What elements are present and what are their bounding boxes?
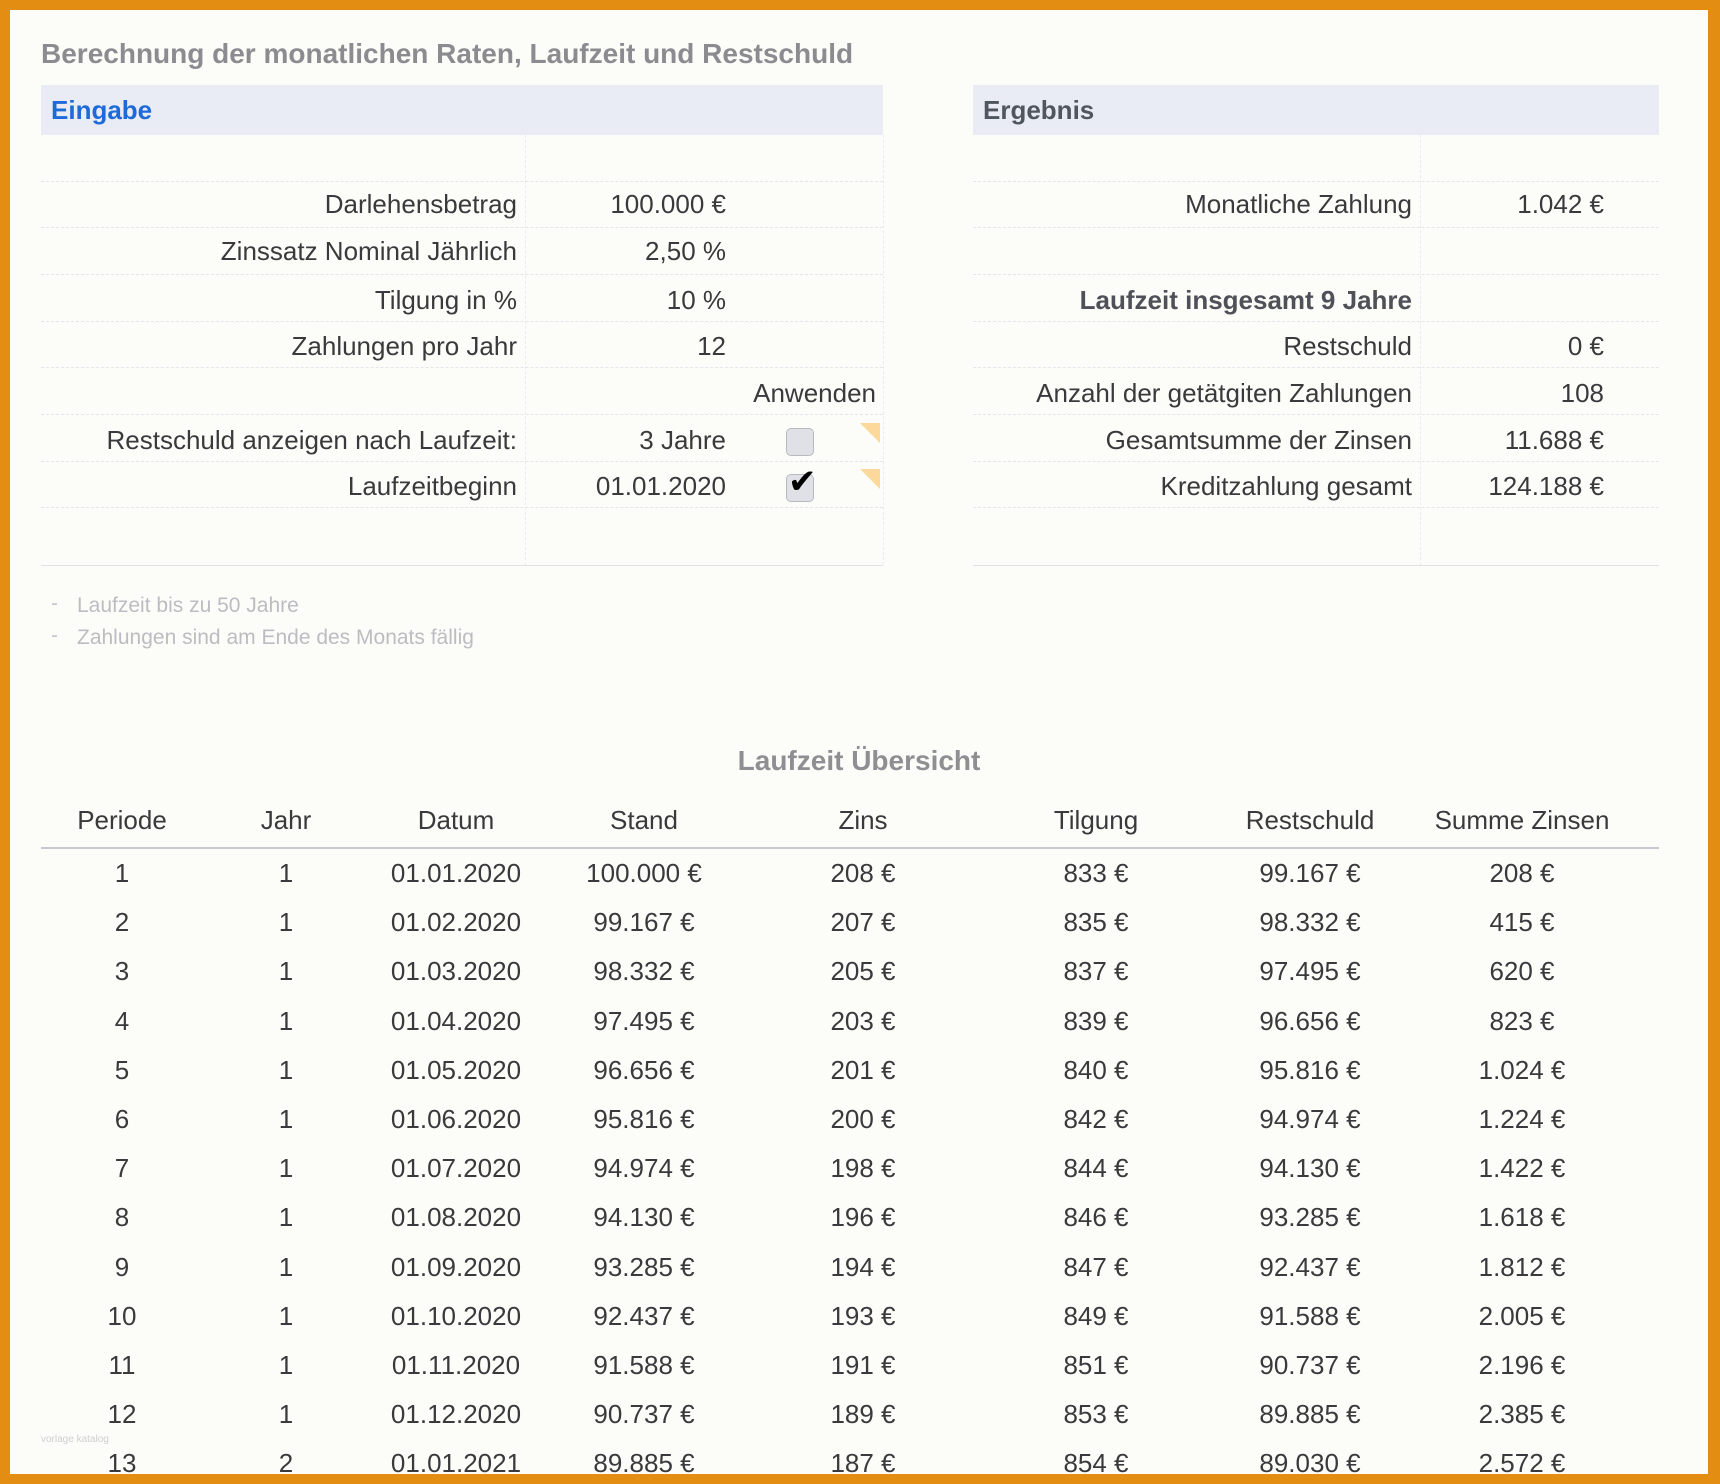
cell-datum: 01.08.2020 [390, 1202, 522, 1232]
cell-summe-zinsen: 823 € [1489, 1006, 1555, 1036]
cell-jahr: 1 [278, 956, 294, 986]
cell-summe-zinsen: 1.812 € [1478, 1252, 1566, 1282]
cell-tilgung: 833 € [1063, 858, 1129, 888]
grid-line [973, 274, 1659, 275]
cell-restschuld: 99.167 € [1259, 858, 1361, 888]
zahlungen-value[interactable]: 12 [697, 331, 726, 361]
cell-tilgung: 835 € [1063, 907, 1129, 937]
cell-restschuld: 90.737 € [1259, 1350, 1361, 1380]
cell-periode: 4 [114, 1006, 130, 1036]
cell-stand: 100.000 € [586, 858, 702, 888]
cell-zins: 208 € [830, 858, 896, 888]
monatliche-zahlung-value: 1.042 € [1517, 189, 1604, 219]
gesamt-zinsen-label: Gesamtsumme der Zinsen [1105, 425, 1412, 455]
cell-zins: 200 € [830, 1104, 896, 1134]
kreditzahlung-label: Kreditzahlung gesamt [1160, 471, 1412, 501]
cell-jahr: 1 [278, 1399, 294, 1429]
restschuld-laufzeit-value[interactable]: 3 Jahre [639, 425, 726, 455]
kreditzahlung-value: 124.188 € [1488, 471, 1604, 501]
ergebnis-header: Ergebnis [973, 85, 1659, 135]
tilgung-value[interactable]: 10 % [666, 285, 726, 315]
cell-periode: 5 [114, 1055, 130, 1085]
cell-stand: 99.167 € [593, 907, 695, 937]
laufzeitbeginn-apply-checkbox[interactable] [786, 462, 817, 502]
cell-jahr: 1 [278, 1055, 294, 1085]
cell-summe-zinsen: 1.618 € [1478, 1202, 1566, 1232]
cell-jahr: 1 [278, 907, 294, 937]
overview-title: Laufzeit Übersicht [737, 745, 981, 776]
cell-jahr: 1 [278, 1301, 294, 1331]
cell-restschuld: 97.495 € [1259, 956, 1361, 986]
cell-jahr: 1 [278, 1104, 294, 1134]
grid-line [973, 507, 1659, 508]
anzahl-zahlungen-label: Anzahl der getätgiten Zahlungen [1036, 378, 1412, 408]
grid-line [1420, 135, 1421, 565]
column-header-jahr: Jahr [260, 805, 312, 835]
column-header-datum: Datum [417, 805, 495, 835]
cell-periode: 10 [107, 1301, 137, 1331]
cell-tilgung: 853 € [1063, 1399, 1129, 1429]
laufzeitbeginn-label: Laufzeitbeginn [347, 471, 517, 501]
cell-jahr: 1 [278, 1202, 294, 1232]
cell-jahr: 1 [278, 1153, 294, 1183]
grid-line [973, 461, 1659, 462]
cell-periode: 13 [107, 1448, 137, 1474]
darlehen-label: Darlehensbetrag [324, 189, 517, 219]
cell-summe-zinsen: 620 € [1489, 956, 1555, 986]
cell-tilgung: 844 € [1063, 1153, 1129, 1183]
cell-jahr: 1 [278, 1350, 294, 1380]
gesamt-zinsen-value: 11.688 € [1504, 425, 1604, 455]
page-title: Berechnung der monatlichen Raten, Laufzeit und Restschuld [41, 38, 854, 69]
panel-bottom-line [973, 565, 1659, 566]
cell-datum: 01.09.2020 [390, 1252, 522, 1282]
cell-datum: 01.04.2020 [390, 1006, 522, 1036]
monatliche-zahlung-label: Monatliche Zahlung [1185, 189, 1412, 219]
cell-tilgung: 842 € [1063, 1104, 1129, 1134]
cell-zins: 193 € [830, 1301, 896, 1331]
zahlungen-label: Zahlungen pro Jahr [291, 331, 517, 361]
grid-line [973, 414, 1659, 415]
grid-line [41, 321, 883, 322]
cell-stand: 93.285 € [593, 1252, 695, 1282]
restschuld-value: 0 € [1567, 331, 1604, 361]
column-header-summe-zinsen: Summe Zinsen [1434, 805, 1610, 835]
cell-summe-zinsen: 208 € [1489, 858, 1555, 888]
grid-line [41, 414, 883, 415]
eingabe-header: Eingabe [41, 85, 883, 135]
note-bullet: - [51, 592, 58, 615]
cell-periode: 3 [114, 956, 130, 986]
cell-restschuld: 91.588 € [1259, 1301, 1361, 1331]
cell-tilgung: 851 € [1063, 1350, 1129, 1380]
cell-stand: 94.974 € [593, 1153, 695, 1183]
cell-periode: 6 [114, 1104, 130, 1134]
cell-jahr: 2 [278, 1448, 294, 1474]
cell-stand: 97.495 € [593, 1006, 695, 1036]
cell-datum: 01.07.2020 [390, 1153, 522, 1183]
cell-summe-zinsen: 2.005 € [1478, 1301, 1566, 1331]
cell-restschuld: 98.332 € [1259, 907, 1361, 937]
grid-line [41, 507, 883, 508]
column-header-tilgung: Tilgung [1053, 805, 1139, 835]
cell-datum: 01.02.2020 [390, 907, 522, 937]
cell-summe-zinsen: 1.024 € [1478, 1055, 1566, 1085]
grid-line [41, 181, 883, 182]
cell-summe-zinsen: 2.196 € [1478, 1350, 1566, 1380]
cell-periode: 1 [114, 858, 130, 888]
cell-restschuld: 94.974 € [1259, 1104, 1361, 1134]
cell-datum: 01.03.2020 [390, 956, 522, 986]
table-header-rule [41, 847, 1659, 849]
cell-tilgung: 846 € [1063, 1202, 1129, 1232]
restschuld-anzeigen-label: Restschuld anzeigen nach Laufzeit: [106, 425, 517, 455]
cell-periode: 2 [114, 907, 130, 937]
cell-zins: 205 € [830, 956, 896, 986]
cell-summe-zinsen: 2.572 € [1478, 1448, 1566, 1474]
cell-stand: 94.130 € [593, 1202, 695, 1232]
cell-summe-zinsen: 415 € [1489, 907, 1555, 937]
cell-stand: 96.656 € [593, 1055, 695, 1085]
cell-stand: 98.332 € [593, 956, 695, 986]
grid-line [41, 274, 883, 275]
cell-zins: 207 € [830, 907, 896, 937]
restschuld-label: Restschuld [1283, 331, 1412, 361]
cell-stand: 90.737 € [593, 1399, 695, 1429]
cell-zins: 194 € [830, 1252, 896, 1282]
cell-summe-zinsen: 1.224 € [1478, 1104, 1566, 1134]
column-header-stand: Stand [610, 805, 678, 835]
cell-summe-zinsen: 2.385 € [1478, 1399, 1566, 1429]
cell-restschuld: 92.437 € [1259, 1252, 1361, 1282]
cell-tilgung: 847 € [1063, 1252, 1129, 1282]
cell-datum: 01.06.2020 [390, 1104, 522, 1134]
cell-jahr: 1 [278, 1252, 294, 1282]
cell-datum: 01.01.2020 [390, 858, 522, 888]
watermark: vorlage katalog [41, 1434, 109, 1445]
cell-datum: 01.12.2020 [390, 1399, 522, 1429]
column-header-zins: Zins [838, 805, 888, 835]
cell-periode: 9 [114, 1252, 130, 1282]
grid-line [973, 227, 1659, 228]
laufzeit-gesamt-text: Laufzeit insgesamt 9 Jahre [1079, 285, 1412, 315]
grid-line [973, 321, 1659, 322]
cell-stand: 92.437 € [593, 1301, 695, 1331]
cell-periode: 8 [114, 1202, 130, 1232]
cell-datum: 01.10.2020 [390, 1301, 522, 1331]
grid-line [973, 181, 1659, 182]
cell-stand: 95.816 € [593, 1104, 695, 1134]
cell-summe-zinsen: 1.422 € [1478, 1153, 1566, 1183]
tilgung-label: Tilgung in % [374, 285, 517, 315]
zins-value[interactable]: 2,50 % [645, 236, 726, 266]
cell-periode: 11 [108, 1350, 136, 1380]
cell-tilgung: 849 € [1063, 1301, 1129, 1331]
darlehen-value[interactable]: 100.000 € [610, 189, 726, 219]
cell-zins: 196 € [830, 1202, 896, 1232]
cell-zins: 201 € [830, 1055, 896, 1085]
cell-datum: 01.01.2021 [390, 1448, 522, 1474]
comment-marker [860, 469, 880, 489]
cell-stand: 89.885 € [593, 1448, 695, 1474]
anzahl-zahlungen-value: 108 [1560, 378, 1604, 408]
cell-zins: 203 € [830, 1006, 896, 1036]
cell-restschuld: 96.656 € [1259, 1006, 1361, 1036]
spreadsheet-canvas [10, 10, 1708, 1474]
grid-line [41, 227, 883, 228]
zins-label: Zinssatz Nominal Jährlich [220, 236, 517, 266]
note-item: Laufzeit bis zu 50 Jahre [77, 594, 299, 617]
cell-restschuld: 93.285 € [1259, 1202, 1361, 1232]
cell-restschuld: 94.130 € [1259, 1153, 1361, 1183]
note-bullet: - [51, 624, 58, 647]
cell-restschuld: 89.030 € [1259, 1448, 1361, 1474]
cell-restschuld: 95.816 € [1259, 1055, 1361, 1085]
cell-periode: 7 [114, 1153, 130, 1183]
cell-tilgung: 839 € [1063, 1006, 1129, 1036]
cell-periode: 12 [107, 1399, 137, 1429]
cell-tilgung: 837 € [1063, 956, 1129, 986]
cell-jahr: 1 [278, 1006, 294, 1036]
column-header-restschuld: Restschuld [1245, 805, 1375, 835]
cell-tilgung: 840 € [1063, 1055, 1129, 1085]
cell-datum: 01.11.2020 [391, 1350, 521, 1380]
restschuld-apply-checkbox[interactable] [786, 428, 814, 456]
panel-bottom-line [41, 565, 883, 566]
cell-jahr: 1 [278, 858, 294, 888]
cell-zins: 187 € [830, 1448, 896, 1474]
anwenden-label: Anwenden [753, 378, 876, 408]
grid-line [883, 135, 884, 565]
grid-line [41, 367, 883, 368]
grid-line [973, 367, 1659, 368]
cell-zins: 189 € [830, 1399, 896, 1429]
note-item: Zahlungen sind am Ende des Monats fällig [77, 626, 474, 649]
comment-marker [860, 423, 880, 443]
cell-zins: 191 € [830, 1350, 896, 1380]
laufzeitbeginn-value[interactable]: 01.01.2020 [595, 471, 726, 501]
grid-line [525, 135, 526, 565]
column-header-periode: Periode [77, 805, 167, 835]
cell-restschuld: 89.885 € [1259, 1399, 1361, 1429]
cell-tilgung: 854 € [1063, 1448, 1129, 1474]
grid-line [41, 461, 883, 462]
cell-stand: 91.588 € [593, 1350, 695, 1380]
checkmark-icon: ✔ [788, 462, 817, 502]
cell-datum: 01.05.2020 [390, 1055, 522, 1085]
cell-zins: 198 € [830, 1153, 896, 1183]
